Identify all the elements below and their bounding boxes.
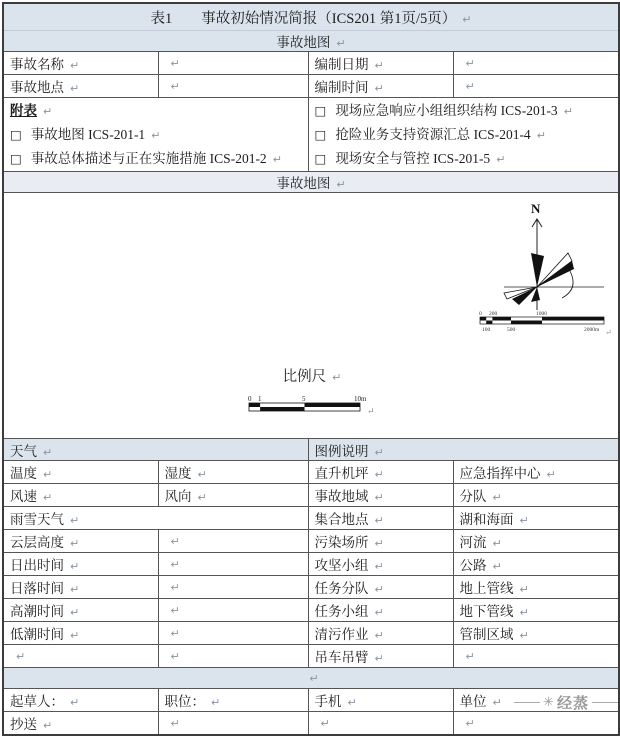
rose-arc xyxy=(562,271,573,298)
weather-header-cell: 天气 ↵ xyxy=(3,439,308,461)
grid-cell xyxy=(158,576,308,599)
return-mark: ↵ xyxy=(374,445,384,459)
grid-cell xyxy=(308,622,453,645)
svg-text:0: 0 xyxy=(479,311,482,317)
return-mark: ↵ xyxy=(465,57,475,70)
return-mark: ↵ xyxy=(492,560,502,573)
return-mark: ↵ xyxy=(197,491,207,504)
svg-text:10m: 10m xyxy=(354,395,367,403)
grid-cell xyxy=(158,530,308,553)
return-mark: ↵ xyxy=(374,468,384,481)
attachment-label: 现场安全与管控 ICS-201-5 xyxy=(335,151,491,166)
grid-cell xyxy=(453,622,619,645)
return-mark: ↵ xyxy=(465,80,475,93)
cell-label: 吊车吊臂 xyxy=(314,650,369,665)
svg-text:100: 100 xyxy=(482,327,491,333)
cell-label: 编制日期 xyxy=(314,57,369,72)
checkbox-icon: □ xyxy=(314,103,327,118)
attachments-heading: 附表 ↵ xyxy=(10,103,53,118)
return-mark: ↵ xyxy=(170,535,180,548)
grid-cell xyxy=(453,484,619,507)
return-mark: ↵ xyxy=(563,105,573,118)
grid-cell xyxy=(3,484,158,507)
grid-cell xyxy=(308,576,453,599)
attachments-left-list xyxy=(10,123,306,171)
grid-cell xyxy=(453,599,619,622)
grid-cell xyxy=(158,645,308,668)
grid-cell xyxy=(3,461,158,484)
cell-label: 职位： xyxy=(164,694,205,709)
return-mark: ↵ xyxy=(43,105,53,118)
return-mark: ↵ xyxy=(332,371,342,384)
return-mark: ↵ xyxy=(70,629,80,642)
return-mark: ↵ xyxy=(70,59,80,72)
grid-cell xyxy=(3,530,158,553)
attachment-label: 事故地图 ICS-201-1 xyxy=(30,127,146,142)
svg-text:5: 5 xyxy=(302,395,306,403)
grid-cell xyxy=(308,553,453,576)
return-mark: ↵ xyxy=(70,82,80,95)
grid-cell xyxy=(158,52,308,75)
doc-subtitle-text: 事故地图 xyxy=(276,35,331,50)
cell-label: 单位 xyxy=(459,694,487,709)
grid-cell xyxy=(308,52,453,75)
return-mark: ↵ xyxy=(70,606,80,619)
return-mark: ↵ xyxy=(374,59,384,72)
watermark-line-left xyxy=(514,702,540,703)
cell-label: 直升机坪 xyxy=(314,466,369,481)
map-section-header: 事故地图 ↵ xyxy=(3,172,619,193)
grid-cell xyxy=(3,622,158,645)
doc-subtitle xyxy=(3,31,619,52)
grid-cell xyxy=(453,645,619,668)
checkbox-icon: □ xyxy=(10,151,22,166)
attachment-item xyxy=(315,99,617,123)
cell-label: 任务分队 xyxy=(314,581,369,596)
cell-label: 日出时间 xyxy=(10,558,64,573)
grid-cell xyxy=(3,553,158,576)
cell-label: 清污作业 xyxy=(314,627,369,642)
return-mark: ↵ xyxy=(519,514,529,527)
return-mark: ↵ xyxy=(374,606,384,619)
return-mark: ↵ xyxy=(546,468,556,481)
attachments-right-list xyxy=(315,99,617,171)
return-mark: ↵ xyxy=(170,604,180,617)
return-mark: ↵ xyxy=(492,491,502,504)
cell-label: 管制区域 xyxy=(459,627,514,642)
return-mark: ↵ xyxy=(374,629,384,642)
cell-label: 事故名称 xyxy=(10,57,64,72)
rose-petal-ene xyxy=(537,261,574,287)
cell-label: 高潮时间 xyxy=(10,604,64,619)
return-mark: ↵ xyxy=(170,627,180,640)
return-mark: ↵ xyxy=(336,178,346,191)
watermark-line-right xyxy=(592,702,618,703)
return-mark: ↵ xyxy=(519,629,529,642)
grid-cell xyxy=(158,712,308,736)
grid-cell xyxy=(308,461,453,484)
grid-cell xyxy=(158,75,308,98)
return-mark: ↵ xyxy=(536,129,546,142)
svg-text:1000: 1000 xyxy=(536,311,547,317)
return-mark: ↵ xyxy=(496,153,506,166)
cell-label: 风向 xyxy=(164,489,192,504)
return-mark: ↵ xyxy=(43,445,53,459)
cell-label: 地下管线 xyxy=(459,604,514,619)
return-mark: ↵ xyxy=(197,468,207,481)
wind-rose-graphic xyxy=(476,197,616,351)
return-mark: ↵ xyxy=(492,537,502,550)
return-mark: ↵ xyxy=(170,80,180,93)
return-mark: ↵ xyxy=(170,717,180,730)
return-mark: ↵ xyxy=(374,560,384,573)
return-mark: ↵ xyxy=(519,606,529,619)
return-mark: ↵ xyxy=(465,650,475,663)
legend-header-cell: 图例说明 ↵ xyxy=(308,439,619,461)
grid-cell xyxy=(158,484,308,507)
grid-cell xyxy=(308,599,453,622)
watermark-text: 经蒸 xyxy=(556,696,589,712)
return-mark: ↵ xyxy=(309,672,319,685)
cell-label: 手机 xyxy=(314,694,342,709)
grid-cell xyxy=(308,689,453,712)
cell-label: 事故地域 xyxy=(314,489,369,504)
return-mark: ↵ xyxy=(374,583,384,596)
grid-cell xyxy=(453,461,619,484)
return-mark: ↵ xyxy=(336,37,346,50)
cell-label: 应急指挥中心 xyxy=(459,466,541,481)
cell-label: 地上管线 xyxy=(459,581,514,596)
checkbox-icon: □ xyxy=(314,127,327,142)
grid-cell xyxy=(453,507,619,530)
grid-cell xyxy=(453,576,619,599)
map-section xyxy=(3,193,619,439)
grid-cell xyxy=(3,507,308,530)
grid-cell xyxy=(453,52,619,75)
cell-label: 分队 xyxy=(459,489,487,504)
rose-scale-bar xyxy=(479,311,612,337)
cell-label: 雨雪天气 xyxy=(10,512,64,527)
return-mark: ↵ xyxy=(374,537,384,550)
grid-cell xyxy=(3,712,158,736)
weather-legend-grid xyxy=(3,461,619,668)
weather-legend-header-section xyxy=(3,439,619,461)
cell-label: 云层高度 xyxy=(10,535,64,550)
grid-cell xyxy=(308,507,453,530)
return-mark: ↵ xyxy=(347,696,357,709)
return-mark: ↵ xyxy=(70,537,80,550)
checkbox-icon: □ xyxy=(314,151,327,166)
spacer-section xyxy=(3,668,619,689)
svg-text:0: 0 xyxy=(248,395,252,403)
cell-label: 起草人： xyxy=(10,694,64,709)
ics201-form-page xyxy=(0,2,620,732)
north-label: N xyxy=(531,201,541,216)
cell-label: 河流 xyxy=(459,535,487,550)
doc-title xyxy=(3,3,619,31)
grid-cell xyxy=(158,553,308,576)
return-mark: ↵ xyxy=(374,652,384,665)
return-mark: ↵ xyxy=(320,717,330,730)
return-mark: ↵ xyxy=(170,558,180,571)
grid-cell xyxy=(453,530,619,553)
map-canvas xyxy=(3,193,619,439)
grid-cell xyxy=(158,622,308,645)
svg-text:2000m: 2000m xyxy=(584,327,600,333)
watermark xyxy=(514,692,618,713)
return-mark: ↵ xyxy=(70,560,80,573)
grid-cell xyxy=(308,645,453,668)
map-scale xyxy=(242,365,382,420)
grid-cell xyxy=(3,645,158,668)
return-mark: ↵ xyxy=(374,514,384,527)
cell-label: 日落时间 xyxy=(10,581,64,596)
grid-cell xyxy=(453,75,619,98)
grid-cell xyxy=(308,75,453,98)
attachments-section xyxy=(3,98,619,172)
grid-cell xyxy=(3,75,158,98)
return-mark: ↵ xyxy=(211,696,221,709)
cell-label: 湖和海面 xyxy=(459,512,514,527)
attachment-item xyxy=(10,123,306,147)
return-mark: ↵ xyxy=(605,328,612,337)
svg-text:500: 500 xyxy=(507,327,516,333)
return-mark: ↵ xyxy=(151,129,161,142)
return-mark: ↵ xyxy=(16,650,26,663)
return-mark: ↵ xyxy=(70,696,80,709)
return-mark: ↵ xyxy=(170,650,180,663)
attachment-item xyxy=(10,147,306,171)
grid-cell xyxy=(158,599,308,622)
map-scale-caption: 比例尺 ↵ xyxy=(282,369,342,385)
return-mark: ↵ xyxy=(465,717,475,730)
cell-label: 任务小组 xyxy=(314,604,369,619)
return-mark: ↵ xyxy=(170,57,180,70)
attachment-item xyxy=(315,123,617,147)
ics201-table xyxy=(2,2,620,736)
grid-cell xyxy=(3,576,158,599)
cell-label: 污染场所 xyxy=(314,535,369,550)
return-mark: ↵ xyxy=(374,82,384,95)
return-mark: ↵ xyxy=(43,719,53,732)
info-section xyxy=(3,52,619,98)
return-mark: ↵ xyxy=(374,491,384,504)
cell-label: 抄送 xyxy=(10,717,37,732)
map-scale-bar xyxy=(247,394,377,416)
attachment-label: 抢险业务支持资源汇总 ICS-201-4 xyxy=(335,127,531,142)
return-mark: ↵ xyxy=(272,153,282,166)
return-mark: ↵ xyxy=(519,583,529,596)
cell-label: 温度 xyxy=(10,466,37,481)
spacer-cell xyxy=(3,668,619,689)
return-mark: ↵ xyxy=(492,696,502,709)
return-mark: ↵ xyxy=(43,491,53,504)
cell-label: 集合地点 xyxy=(314,512,369,527)
doc-title-text: 表1 事故初始情况简报（ICS201 第1页/5页） xyxy=(150,10,457,27)
return-mark: ↵ xyxy=(43,468,53,481)
cell-label: 风速 xyxy=(10,489,37,504)
cell-label: 攻坚小组 xyxy=(314,558,369,573)
svg-text:200: 200 xyxy=(489,311,498,317)
svg-text:1: 1 xyxy=(258,395,262,403)
attachments-right-cell xyxy=(308,98,619,172)
return-mark: ↵ xyxy=(70,514,80,527)
attachment-label: 事故总体描述与正在实施措施 ICS-201-2 xyxy=(30,151,267,166)
grid-cell xyxy=(3,599,158,622)
cell-label: 湿度 xyxy=(164,466,192,481)
return-mark: ↵ xyxy=(70,583,80,596)
grid-cell xyxy=(3,52,158,75)
dandelion-logo-icon: ✳ xyxy=(543,695,554,710)
return-mark: ↵ xyxy=(170,581,180,594)
attachment-label: 现场应急响应小组组织结构 ICS-201-3 xyxy=(335,103,558,118)
cell-label: 公路 xyxy=(459,558,487,573)
cell-label: 事故地点 xyxy=(10,80,64,95)
map-header-section xyxy=(3,172,619,193)
north-arrow-wind-rose xyxy=(476,197,616,351)
attachments-left-cell xyxy=(3,98,308,172)
grid-cell xyxy=(308,712,453,736)
attachment-item xyxy=(315,147,617,171)
grid-cell xyxy=(158,461,308,484)
return-mark: ↵ xyxy=(462,12,472,26)
cell-label: 编制时间 xyxy=(314,80,369,95)
grid-cell xyxy=(453,553,619,576)
grid-cell xyxy=(453,712,619,736)
title-section xyxy=(3,3,619,52)
return-mark: ↵ xyxy=(367,406,375,416)
cell-label: 低潮时间 xyxy=(10,627,64,642)
grid-cell xyxy=(308,530,453,553)
grid-cell xyxy=(158,689,308,712)
grid-cell xyxy=(308,484,453,507)
checkbox-icon: □ xyxy=(10,127,22,142)
grid-cell xyxy=(3,689,158,712)
